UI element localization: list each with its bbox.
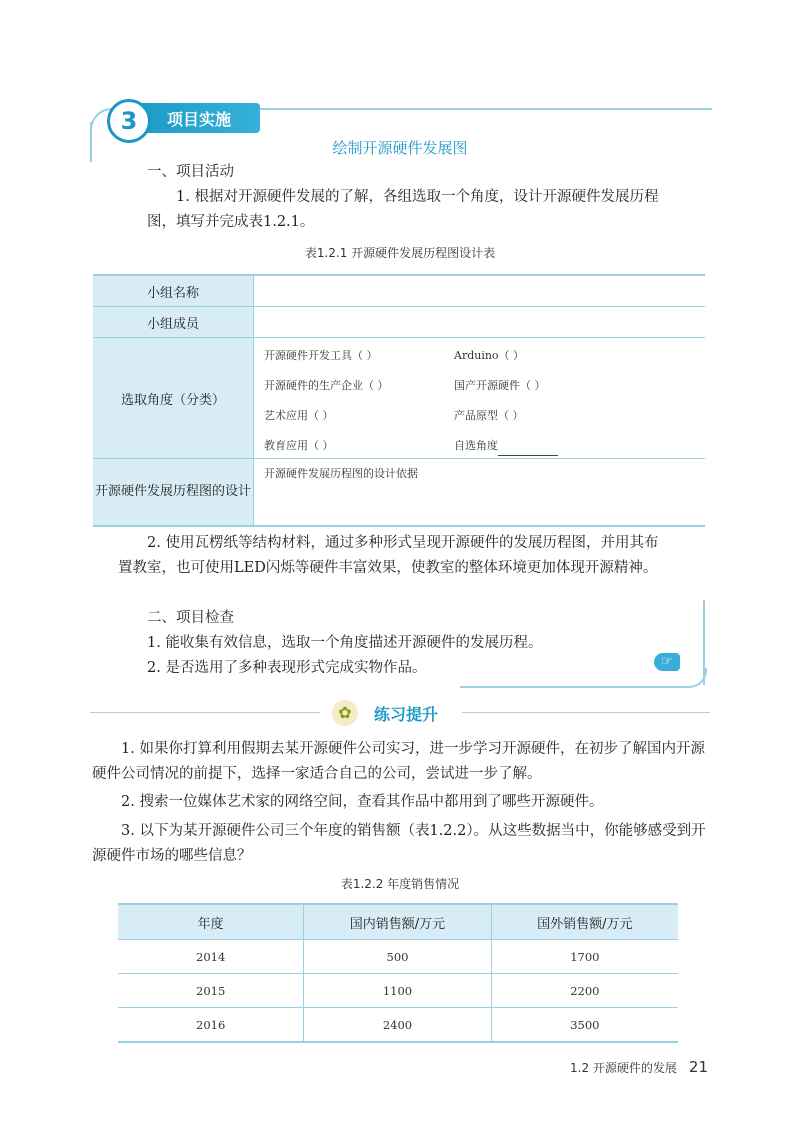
- angle-option-custom-label: 自选角度: [454, 439, 498, 452]
- design-label: 开源硬件发展历程图的设计: [93, 459, 254, 525]
- sales-table: [118, 903, 678, 1043]
- project-banner: [115, 103, 260, 133]
- table-row: [93, 338, 705, 459]
- angle-option: 开源硬件开发工具（ ）: [264, 349, 378, 362]
- angle-options: [254, 338, 705, 458]
- foreign-sales-cell: 3500: [491, 1008, 678, 1043]
- page-footer: [570, 1058, 708, 1076]
- table-row: [118, 974, 678, 1008]
- angle-option: 国产开源硬件（ ）: [454, 379, 546, 392]
- sprout-icon: ✿: [332, 700, 358, 726]
- foreign-sales-cell: 1700: [491, 940, 678, 974]
- footer-section: 1.2 开源硬件的发展: [570, 1061, 677, 1075]
- activity-2-text: 2. 使用瓦楞纸等结构材料，通过多种形式呈现开源硬件的发展历程图，并用其布置教室，也可使用LED闪烁等硬件丰富效果，使教室的整体环境更加体现开源精神。: [118, 535, 659, 576]
- group-name-label: 小组名称: [93, 276, 254, 306]
- group-members-label: 小组成员: [93, 307, 254, 337]
- table-row: [118, 940, 678, 974]
- section-frame-bottom: [460, 668, 707, 688]
- banner-label: 项目实施: [167, 109, 232, 129]
- practice-q1: 1. 如果你打算利用假期去某开源硬件公司实习，进一步学习开源硬件，在初步了解国内开源硬件公司情况的前提下，选择一家适合自己的公司，尝试进一步了解。: [92, 741, 705, 782]
- column-header: 年度: [118, 904, 304, 940]
- domestic-sales-cell: 1100: [304, 974, 491, 1008]
- table-1-caption: 表1.2.1 开源硬件发展历程图设计表: [304, 246, 496, 260]
- table-2-caption: 表1.2.2 年度销售情况: [340, 877, 460, 891]
- page-number: 21: [688, 1058, 708, 1076]
- activity-1-text: 1. 根据对开源硬件发展的了解，各组选取一个角度，设计开源硬件发展历程图，填写并完成表1.2.1。: [147, 189, 659, 230]
- table-row: [93, 276, 705, 307]
- practice-q3: 3. 以下为某开源硬件公司三个年度的销售额（表1.2.2）。从这些数据当中，你能够感受到开源硬件市场的哪些信息？: [92, 823, 706, 864]
- angle-option: 教育应用（ ）: [264, 439, 334, 452]
- year-cell: 2014: [118, 940, 304, 974]
- domestic-sales-cell: 2400: [304, 1008, 491, 1043]
- angle-option: 开源硬件的生产企业（ ）: [264, 379, 389, 392]
- table-header-row: [118, 904, 678, 940]
- table-row: [93, 307, 705, 338]
- angle-option: Arduino（ ）: [454, 349, 525, 362]
- angle-option: 艺术应用（ ）: [264, 409, 334, 422]
- column-header: 国内销售额/万元: [304, 904, 491, 940]
- year-cell: 2015: [118, 974, 304, 1008]
- practice-title: 练习提升: [374, 705, 439, 724]
- check-2-text: 2. 是否选用了多种表现形式完成实物作品。: [147, 660, 427, 676]
- check-1-text: 1. 能收集有效信息，选取一个角度描述开源硬件的发展历程。: [147, 635, 543, 651]
- fill-blank: [498, 441, 558, 456]
- project-title: 绘制开源硬件发展图: [332, 139, 468, 157]
- year-cell: 2016: [118, 1008, 304, 1043]
- practice-q2: 2. 搜索一位媒体艺术家的网络空间，查看其作品中都用到了哪些开源硬件。: [121, 794, 604, 810]
- pointing-hand-icon: ☞: [654, 653, 680, 671]
- domestic-sales-cell: 500: [304, 940, 491, 974]
- group-members-cell: [254, 307, 705, 337]
- table-row: [93, 459, 705, 527]
- angle-option: 产品原型（ ）: [454, 409, 524, 422]
- activity-heading: 一、项目活动: [147, 164, 234, 180]
- divider-right: [462, 712, 710, 713]
- group-name-cell: [254, 276, 705, 306]
- design-table: [93, 274, 705, 527]
- foreign-sales-cell: 2200: [491, 974, 678, 1008]
- section-number-badge: 3: [107, 99, 151, 143]
- column-header: 国外销售额/万元: [491, 904, 678, 940]
- design-value: 开源硬件发展历程图的设计依据: [264, 467, 418, 480]
- angle-label: 选取角度（分类）: [93, 338, 254, 458]
- divider-left: [90, 712, 320, 713]
- check-heading: 二、项目检查: [147, 610, 234, 626]
- table-row: [118, 1008, 678, 1043]
